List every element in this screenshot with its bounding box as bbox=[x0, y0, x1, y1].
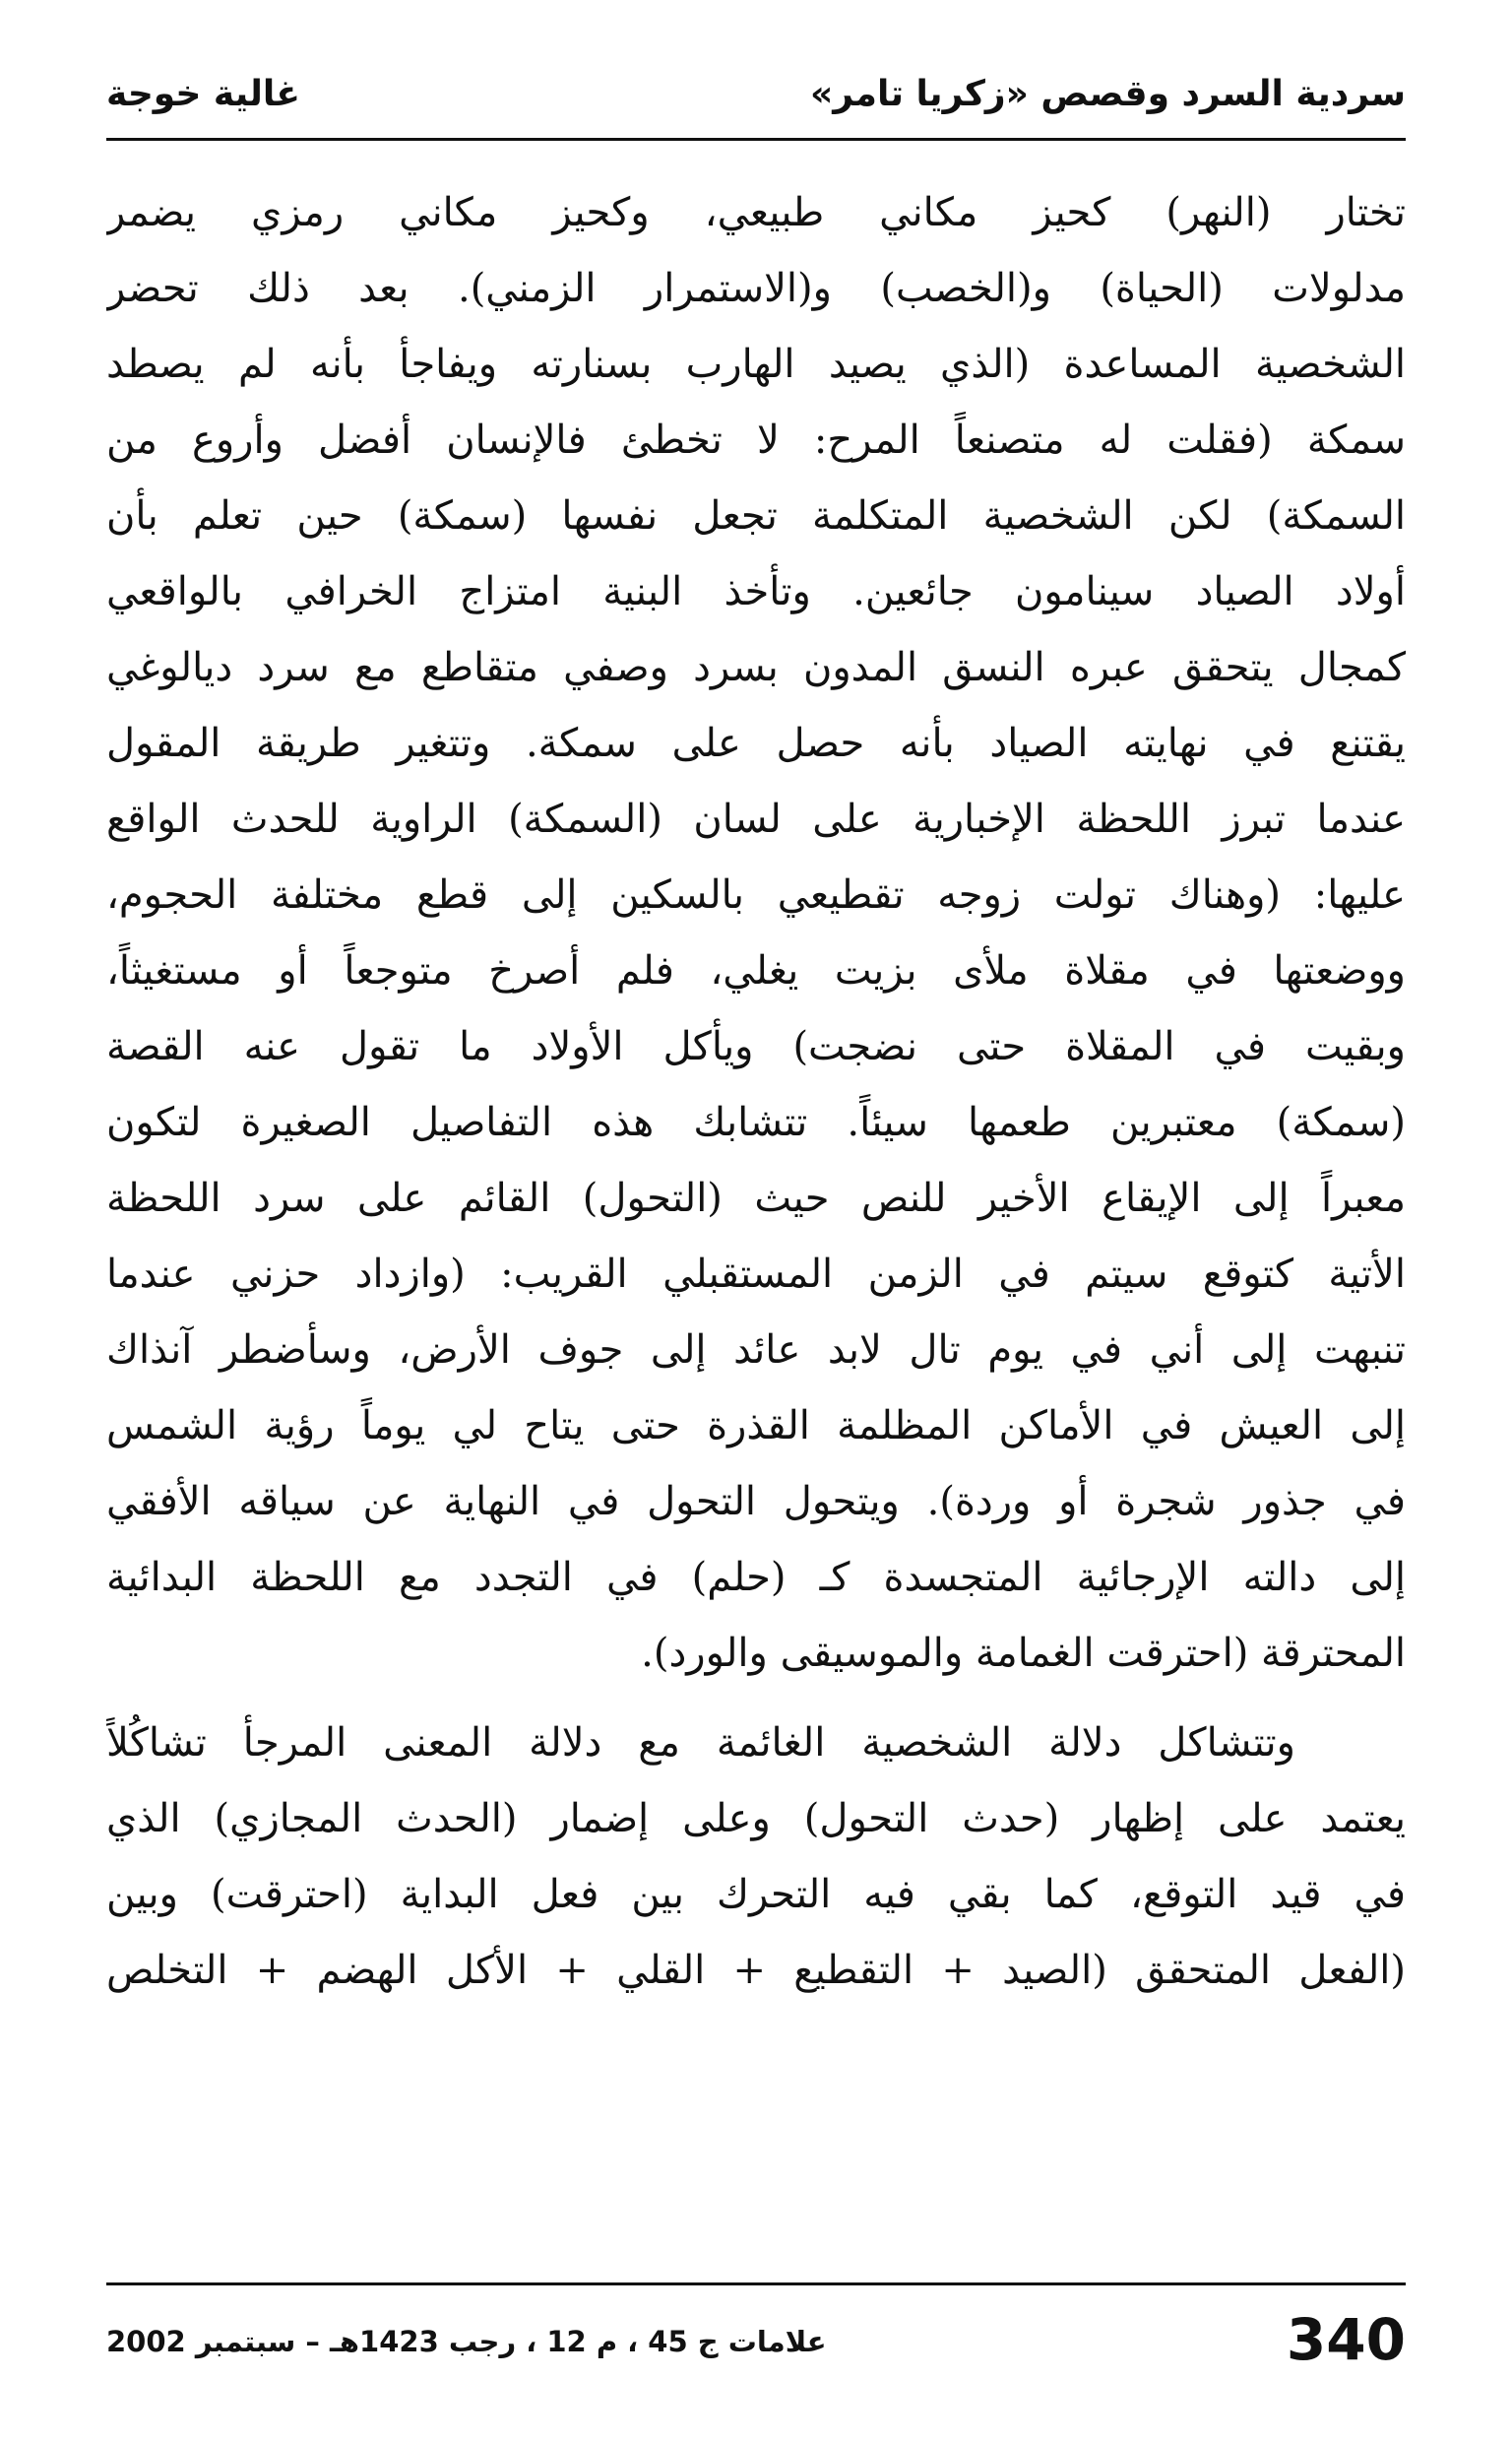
text-line: وتتشاكل دلالة الشخصية الغائمة مع دلالة المعنى المرجأ تشاكُلاً bbox=[106, 1720, 1295, 1766]
running-title: سردية السرد وقصص «زكريا تامر» bbox=[810, 74, 1406, 114]
text-line: (الفعل المتحقق (الصيد + التقطيع + القلي + الأكل الهضم + التخلص bbox=[106, 1948, 1406, 1993]
text-line: كمجال يتحقق عبره النسق المدون بسرد وصفي متقاطع مع سرد ديالوغي bbox=[106, 645, 1406, 690]
text-line: الشخصية المساعدة (الذي يصيد الهارب بسنارته ويفاجأ بأنه لم يصطد bbox=[106, 342, 1406, 387]
text-line: إلى دالته الإرجائية المتجسدة كـ (حلم) في التجدد مع اللحظة البدائية bbox=[106, 1555, 1406, 1600]
page-footer bbox=[106, 2300, 1406, 2389]
header-rule bbox=[106, 138, 1406, 141]
text-line: (سمكة) معتبرين طعمها سيئاً. تتشابك هذه التفاصيل الصغيرة لتكون bbox=[106, 1100, 1406, 1145]
author-name: غالية خوجة bbox=[106, 74, 300, 114]
text-line: يعتمد على إظهار (حدث التحول) وعلى إضمار (الحدث المجازي) الذي bbox=[106, 1796, 1406, 1841]
body-text bbox=[106, 175, 1406, 2009]
paragraph-gap bbox=[106, 1692, 1406, 1705]
text-line: تنبهت إلى أني في يوم تال لابد عائد إلى جوف الأرض، وسأضطر آنذاك bbox=[106, 1327, 1406, 1373]
text-line: السمكة) لكن الشخصية المتكلمة تجعل نفسها (سمكة) حين تعلم بأن bbox=[106, 493, 1406, 539]
text-line: في قيد التوقع، كما بقي فيه التحرك بين فعل البداية (احترقت) وبين bbox=[106, 1872, 1406, 1917]
text-line: إلى العيش في الأماكن المظلمة القذرة حتى يتاح لي يوماً رؤية الشمس bbox=[106, 1403, 1406, 1448]
paragraph-2 bbox=[106, 1705, 1406, 2009]
text-line: عليها: (وهناك تولت زوجه تقطيعي بالسكين إلى قطع مختلفة الحجوم، bbox=[106, 872, 1406, 918]
text-line: في جذور شجرة أو وردة). ويتحول التحول في النهاية عن سياقه الأفقي bbox=[106, 1479, 1406, 1524]
text-line: تختار (النهر) كحيز مكاني طبيعي، وكحيز مكاني رمزي يضمر bbox=[106, 190, 1406, 235]
text-line: معبراً إلى الإيقاع الأخير للنص حيث (التحول) القائم على سرد اللحظة bbox=[106, 1176, 1406, 1221]
text-line: المحترقة (احترقت الغمامة والموسيقى والورد). bbox=[641, 1631, 1406, 1676]
text-line: ووضعتها في مقلاة ملأى بزيت يغلي، فلم أصرخ متوجعاً أو مستغيثاً، bbox=[106, 948, 1406, 994]
text-line: مدلولات (الحياة) و(الخصب) و(الاستمرار الزمني). بعد ذلك تحضر bbox=[106, 266, 1406, 311]
text-line: يقتنع في نهايته الصياد بأنه حصل على سمكة. وتتغير طريقة المقول bbox=[106, 721, 1406, 766]
footer-rule bbox=[106, 2282, 1406, 2285]
page-header bbox=[106, 57, 1406, 136]
text-line: عندما تبرز اللحظة الإخبارية على لسان (السمكة) الراوية للحدث الواقع bbox=[106, 797, 1406, 842]
text-line: وبقيت في المقلاة حتى نضجت) ويأكل الأولاد ما تقول عنه القصة bbox=[106, 1024, 1406, 1069]
paragraph-1 bbox=[106, 175, 1406, 1692]
text-line: الأتية كتوقع سيتم في الزمن المستقبلي القريب: (وازداد حزني عندما bbox=[106, 1252, 1406, 1297]
journal-reference: علامات ج 45 ، م 12 ، رجب 1423هـ – سبتمبر 2002 bbox=[106, 2325, 827, 2358]
text-line: أولاد الصياد سينامون جائعين. وتأخذ البنية امتزاج الخرافي بالواقعي bbox=[106, 569, 1406, 614]
text-line: سمكة (فقلت له متصنعاً المرح: لا تخطئ فالإنسان أفضل وأروع من bbox=[106, 418, 1406, 463]
page-number: 340 bbox=[1286, 2306, 1406, 2373]
